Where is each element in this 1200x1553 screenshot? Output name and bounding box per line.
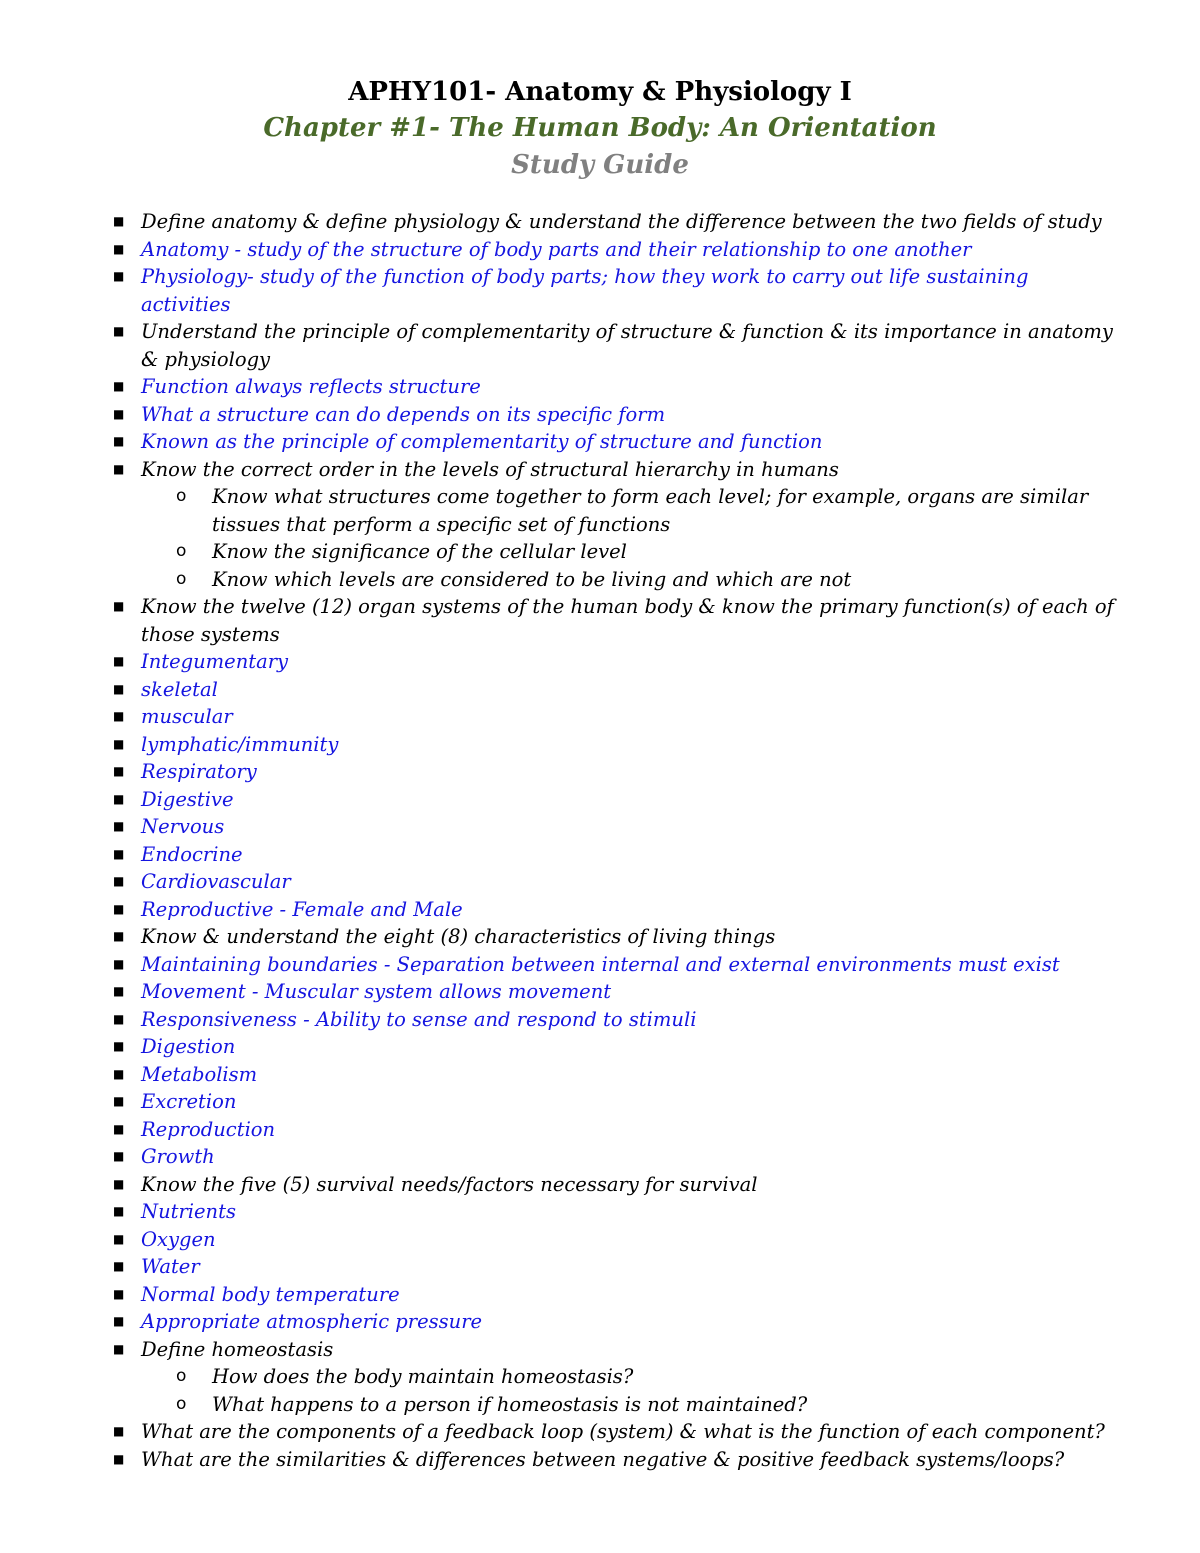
list-item	[0, 1198, 1121, 1226]
list-item-text: Digestion	[141, 1035, 236, 1058]
list-item	[0, 1033, 1121, 1061]
sub-list-item	[0, 538, 1092, 566]
document-header	[0, 74, 1200, 184]
list-item-text: Know & understand the eight (8) characteristics of living things	[141, 925, 776, 948]
list-item	[0, 1281, 1121, 1309]
square-bullet-icon: ■	[113, 1121, 125, 1136]
square-bullet-icon: ■	[113, 901, 125, 916]
list-item	[0, 373, 1121, 401]
square-bullet-icon: ■	[113, 214, 125, 228]
square-bullet-icon: ■	[113, 599, 125, 613]
square-bullet-icon: ■	[113, 791, 125, 806]
list-item	[0, 1308, 1121, 1336]
list-item	[0, 978, 1121, 1006]
square-bullet-icon: ■	[113, 1314, 125, 1328]
list-item-text: Understand the principle of complementarity of structure & function & its importance in anatomy & physiology	[141, 320, 1113, 371]
square-bullet-icon: ■	[113, 434, 125, 448]
list-item-text: Know what structures come together to form each level; for example, organs are similar tissues that perform a specific set of functions	[212, 485, 1089, 536]
list-item	[0, 1088, 1121, 1116]
list-item	[0, 648, 1121, 676]
list-item	[0, 1006, 1121, 1034]
list-item-text: Anatomy - study of the structure of body parts and their relationship to one another	[141, 237, 972, 261]
sub-list-item	[0, 483, 1092, 538]
circle-bullet-icon: o	[176, 541, 187, 561]
square-bullet-icon: ■	[113, 1039, 125, 1053]
list-item-text: What happens to a person if homeostasis is not maintained?	[212, 1392, 808, 1416]
square-bullet-icon: ■	[113, 929, 125, 943]
list-item-text: Known as the principle of complementarity of structure and function	[141, 430, 823, 453]
circle-bullet-icon: o	[176, 568, 187, 589]
list-item	[0, 813, 1121, 841]
square-bullet-icon: ■	[113, 1259, 125, 1273]
study-guide-label: Study Guide	[511, 150, 689, 180]
list-item-text: Cardiovascular	[141, 870, 291, 893]
list-item-text: Function always reflects structure	[141, 375, 481, 398]
circle-bullet-icon: o	[176, 1393, 187, 1414]
square-bullet-icon: ■	[113, 874, 125, 888]
square-bullet-icon: ■	[113, 269, 125, 283]
list-item	[0, 1446, 1121, 1474]
list-item-text: Digestive	[141, 787, 234, 811]
square-bullet-icon: ■	[113, 846, 125, 861]
square-bullet-icon: ■	[113, 819, 125, 833]
list-item	[0, 1226, 1121, 1254]
list-item	[0, 703, 1121, 731]
list-item-text: Respiratory	[141, 760, 257, 783]
list-item	[0, 1336, 1121, 1364]
sub-list-item	[0, 566, 1092, 594]
list-item	[0, 318, 1121, 373]
square-bullet-icon: ■	[113, 654, 125, 668]
list-item	[0, 1061, 1121, 1089]
circle-bullet-icon: o	[176, 486, 187, 506]
list-item-text: Reproductive - Female and Male	[141, 897, 463, 921]
list-item	[0, 456, 1121, 484]
list-item	[0, 1418, 1121, 1446]
list-item	[0, 676, 1121, 704]
list-item	[0, 896, 1121, 924]
list-item-text: Movement - Muscular system allows movement	[141, 980, 612, 1003]
list-item-text: skeletal	[141, 677, 218, 701]
list-item-text: Physiology- study of the function of body parts; how they work to carry out life sustaining activities	[141, 265, 1029, 316]
list-item-text: Reproduction	[141, 1117, 276, 1141]
list-item-text: Nervous	[141, 815, 225, 838]
list-item-text: Water	[141, 1255, 200, 1278]
square-bullet-icon: ■	[113, 764, 125, 778]
square-bullet-icon: ■	[113, 1094, 125, 1108]
list-item	[0, 951, 1121, 979]
square-bullet-icon: ■	[113, 1341, 125, 1356]
square-bullet-icon: ■	[113, 1286, 125, 1301]
list-item	[0, 786, 1121, 814]
list-item-text: muscular	[141, 705, 233, 728]
sub-list-item	[0, 1363, 1092, 1391]
list-item	[0, 1171, 1121, 1199]
square-bullet-icon: ■	[113, 1451, 125, 1466]
list-item-text: Appropriate atmospheric pressure	[141, 1310, 483, 1333]
list-item-text: What are the similarities & differences between negative & positive feedback systems/loops?	[141, 1447, 1065, 1471]
list-item-text: Maintaining boundaries - Separation between internal and external environments must exist	[141, 952, 1060, 976]
circle-bullet-icon: o	[176, 1366, 187, 1386]
square-bullet-icon: ■	[113, 379, 125, 393]
square-bullet-icon: ■	[113, 1424, 125, 1438]
list-item-text: Normal body temperature	[141, 1282, 400, 1306]
list-item-text: Metabolism	[141, 1062, 258, 1086]
list-item-text: Know the five (5) survival needs/factors necessary for survival	[141, 1172, 758, 1196]
square-bullet-icon: ■	[113, 1011, 125, 1026]
list-item	[0, 428, 1121, 456]
list-item	[0, 841, 1121, 869]
list-item-text: Define anatomy & define physiology & understand the difference between the two fields of study	[141, 210, 1102, 233]
square-bullet-icon: ■	[113, 1176, 125, 1191]
list-item	[0, 1116, 1121, 1144]
square-bullet-icon: ■	[113, 956, 125, 971]
list-item	[0, 923, 1121, 951]
square-bullet-icon: ■	[113, 681, 125, 696]
square-bullet-icon: ■	[113, 984, 125, 998]
square-bullet-icon: ■	[113, 709, 125, 723]
chapter-subtitle: Chapter #1- The Human Body: An Orientation	[263, 113, 937, 143]
list-item-text: Know which levels are considered to be living and which are not	[212, 567, 852, 591]
square-bullet-icon: ■	[113, 1066, 125, 1081]
document-title: APHY101- Anatomy & Physiology I	[348, 77, 852, 107]
square-bullet-icon: ■	[113, 1204, 125, 1218]
square-bullet-icon: ■	[113, 241, 125, 256]
list-item	[0, 731, 1121, 759]
list-item	[0, 208, 1121, 236]
square-bullet-icon: ■	[113, 1149, 125, 1163]
list-item-text: How does the body maintain homeostasis?	[212, 1365, 634, 1388]
list-item-text: Nutrients	[141, 1200, 236, 1223]
list-item	[0, 868, 1121, 896]
square-bullet-icon: ■	[113, 406, 125, 421]
square-bullet-icon: ■	[113, 1231, 125, 1246]
sub-list-item	[0, 1391, 1092, 1419]
square-bullet-icon: ■	[113, 461, 125, 476]
list-item-text: Define homeostasis	[141, 1337, 334, 1361]
list-item-text: Endocrine	[141, 842, 243, 866]
list-item	[0, 1253, 1121, 1281]
list-item	[0, 236, 1121, 264]
list-item-text: Integumentary	[141, 650, 289, 673]
list-item	[0, 593, 1121, 648]
list-item-text: Know the correct order in the levels of structural hierarchy in humans	[141, 457, 839, 481]
list-item-text: Growth	[141, 1145, 215, 1168]
list-item-text: What are the components of a feedback loop (system) & what is the function of each component?	[141, 1420, 1105, 1443]
list-item-text: Excretion	[141, 1090, 237, 1113]
square-bullet-icon: ■	[113, 736, 125, 751]
list-item-text: What a structure can do depends on its specific form	[141, 402, 666, 426]
list-item-text: Oxygen	[141, 1227, 216, 1251]
square-bullet-icon: ■	[113, 324, 125, 338]
list-item-text: Know the significance of the cellular level	[212, 540, 627, 563]
list-item	[0, 401, 1121, 429]
list-item-text: lymphatic/immunity	[141, 732, 339, 756]
list-item-text: Responsiveness - Ability to sense and respond to stimuli	[141, 1007, 697, 1031]
list-item	[0, 1143, 1121, 1171]
list-item	[0, 263, 1121, 318]
list-item-text: Know the twelve (12) organ systems of the human body & know the primary function(s) of each of those systems	[141, 595, 1114, 646]
list-item	[0, 758, 1121, 786]
study-guide-list	[0, 208, 1200, 1473]
